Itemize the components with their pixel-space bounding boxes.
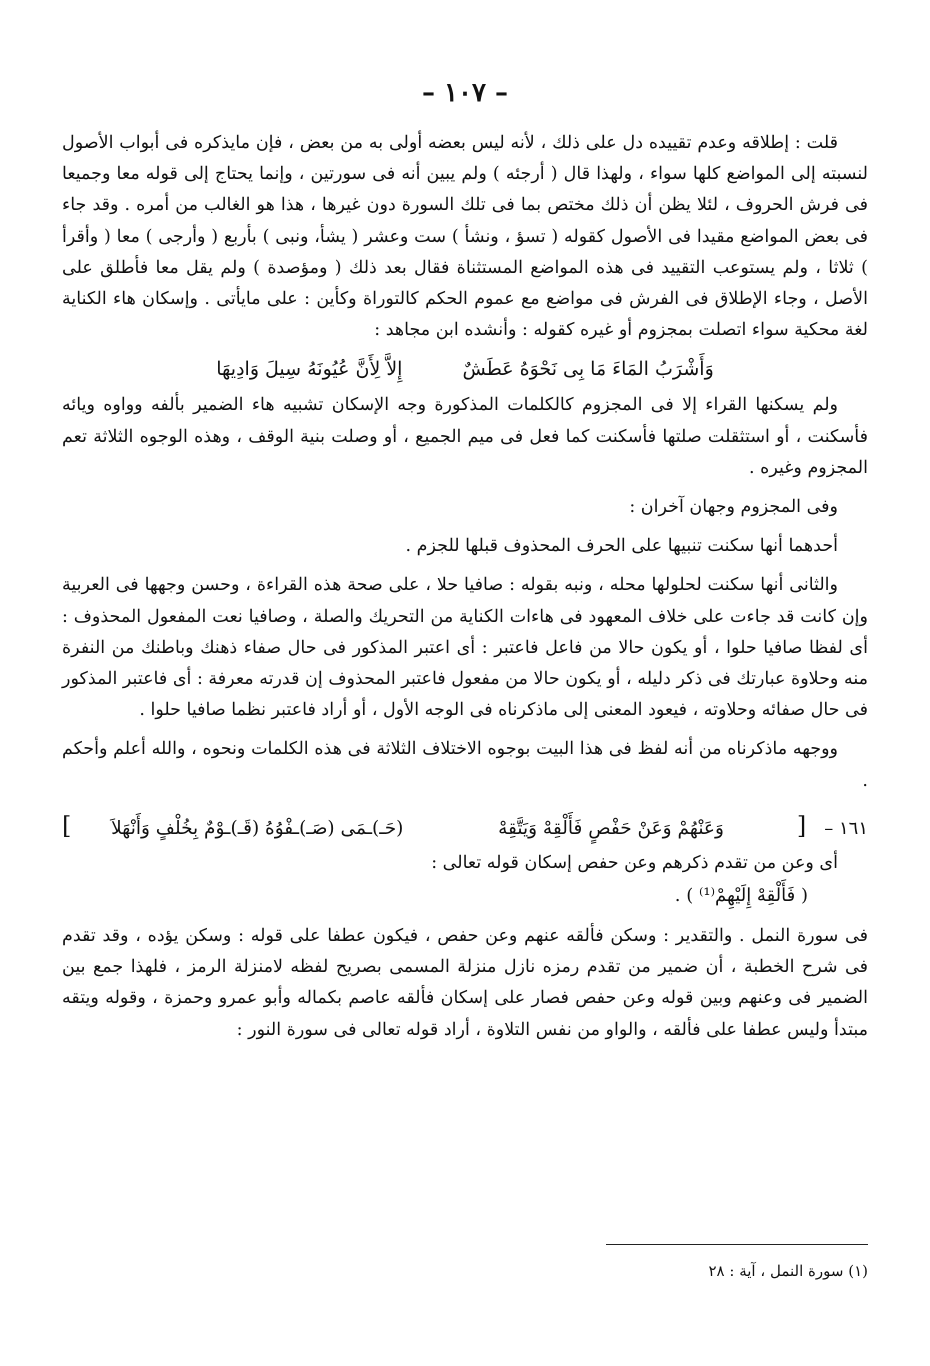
page-number: – ١٠٧ –	[421, 78, 509, 108]
paragraph-2: ولم يسكنها القراء إلا فى المجزوم كالكلمات المذكورة وجه الإسكان تشبيه هاء الضمير بألفه وواوه ويائه فأسكنت ، أو استثقلت صلتها فأسكنت كما فعل فى ميم الجميع ، أو وصلت بنية الوقف ، وهذه الوجوه الثلاثة تعم المجزوم وغيره .	[62, 395, 868, 478]
paragraph-5: والثانى أنها سكنت لحلولها محله ، ونبه بقوله : صافيا حلا ، على صحة هذه القراءة ، وحسن وجهها فى العربية وإن كانت قد جاءت على خلاف المعهود فى هاءات الكناية من التحريك والصلة ، وصافيا نعت المفعول المحذوف : أى لفظا صافيا حلوا ، أو يكون حالا من فاعل فاعتبر : أى اعتبر المذكور فى حال صفاء ذهنك وباطنك من النفرة منه وحلاوة عبارتك فى ذكر دليله ، أو يكون حالا من مفعول فاعتبر المحذوف إن قدرته معرفة : أى فاعتبر المذكور فى حال صفائه وحلاوته ، فيعود المعنى إلى ماذكرناه فى الوجه الأول ، أو أراد فاعتبر نظما صافيا حلوا .	[62, 575, 868, 721]
poem-line-161	[62, 807, 868, 848]
body-text	[62, 128, 868, 1046]
quran-quote: ( فَأَلْقِهْ إِلَيْهِمْ⁽¹⁾ ) .	[674, 885, 808, 907]
poem-number: ١٦١ –	[824, 817, 868, 839]
poem-close-bracket: ]	[62, 811, 72, 840]
poem-first-hemistich: وَعَنْهُمْ وَعَنْ حَفْصٍ فَأَلْقِهْ وَيَتَّقِهْ	[498, 817, 724, 839]
poem-open-bracket: [	[796, 811, 807, 840]
verse-line	[62, 352, 868, 386]
footnote: (١) سورة النمل ، آية : ٢٨	[708, 1262, 868, 1280]
paragraph-8: فى سورة النمل . والتقدير : وسكن فألقه عنهم وعن حفص ، فيكون عطفا على قوله : وسكن يؤده ، وقد تقدم فى شرح الخطبة ، أن ضمير من تقدم رمزه نازل منزلة المسمى بصريح لفظه لامنزلة الرمز ، فلهذا جمع بين الضمير فى وعنهم وبين قوله وعن حفص فصار على إسكان فألقه عاصم بكماله وأبو عمرو وحمزة ، وقوله ويتقه مبتدأ وليس عطفا على فألقه ، والواو من نفس التلاوة ، أراد قوله تعالى فى سورة النور :	[62, 926, 868, 1040]
paragraph-4: أحدهما أنها سكنت تنبيها على الحرف المحذوف قبلها للجزم .	[405, 536, 838, 557]
verse-first-hemistich: وَأَشْرَبُ المَاءَ مَا بِى نَحْوَهُ عَطَشٌ	[462, 358, 714, 381]
verse-second-hemistich: إِلاَّ لِأَنَّ عُيُونَهُ سِيلَ وَادِيهَا	[216, 358, 403, 381]
poem-second-hemistich: (حَـ)ـمَى (صَـ)ـفْوُهُ (قَـ)ـوْمٌ بِخُلْفٍ وَأَنْهَلاَ	[111, 817, 404, 839]
paragraph-1: قلت : إطلاقه وعدم تقييده دل على ذلك ، لأنه ليس بعضه أولى به من بعض ، فإن مايذكره فى أبواب الأصول لنسبته إلى المواضع كلها سواء ، ولهذا قال ( أرجئه ) ولم يبين أنه فى سورتين ، وإنما يحتاج إلى قوله معا وجميعا فى فرش الحروف ، لئلا يظن أن ذلك مختص بما فى تلك السورة دون غيرها ، هذا هو الغالب من أمره . وقد جاء فى بعض المواضع مقيدا فى الأصول كقوله ( تسؤ ، ونشأ ) ست وعشر ( يشأ، ونبى ) بأربع ( وأرجى ) معا ( وأقرأ ) ثلاثا ، ولم يستوعب التقييد فى هذه المواضع المستثناة فقال بعد ذلك ( ومؤصدة ) ولم يقل معا فأطلق على الأصل ، وجاء الإطلاق فى الفرش فى مواضع مع عموم الحكم كالتوراة وكأين : على مايأتى . وإسكان هاء الكناية لغة محكية سواء اتصلت بمجزوم أو غيره كقوله : وأنشده ابن مجاهد :	[62, 133, 868, 341]
footnote-divider	[606, 1244, 868, 1245]
paragraph-6: ووجهه ماذكرناه من أنه لفظ فى هذا البيت بوجوه الاختلاف الثلاثة فى هذه الكلمات ونحوه ، والله أعلم وأحكم .	[62, 739, 868, 791]
paragraph-3: وفى المجزوم وجهان آخران :	[629, 497, 838, 518]
paragraph-7: أى وعن من تقدم ذكرهم وعن حفص إسكان قوله تعالى :	[431, 852, 838, 873]
